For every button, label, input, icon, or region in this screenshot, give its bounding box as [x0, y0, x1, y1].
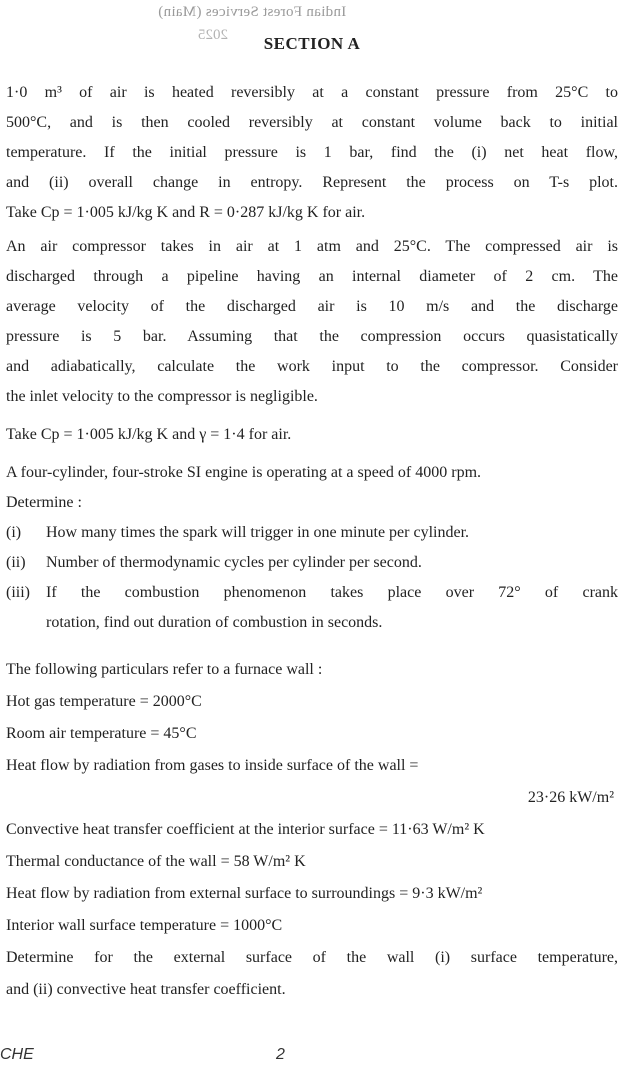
q1-line: and (ii) overall change in entropy. Represent the process on T-s plot.: [6, 174, 618, 191]
q1-line: Take Cp = 1·005 kJ/kg K and R = 0·287 kJ/kg K for air.: [6, 204, 366, 221]
question-2: [6, 232, 618, 450]
q2-line: discharged through a pipeline having an internal diameter of 2 cm. The: [6, 268, 618, 285]
section-title: SECTION A: [263, 34, 361, 53]
q2-line: and adiabatically, calculate the work input to the compressor. Consider: [6, 358, 618, 375]
q3-item-text: Number of thermodynamic cycles per cylinder per second.: [46, 554, 422, 571]
q3-item: [6, 578, 618, 638]
q4-particular: Heat flow by radiation from external surface to surroundings = 9·3 kW/m²: [6, 885, 483, 902]
q3-item-number: (ii): [6, 554, 26, 571]
q4-particular: Convective heat transfer coefficient at the interior surface = 11·63 W/m² K: [6, 821, 485, 838]
q2-constants: Take Cp = 1·005 kJ/kg K and γ = 1·4 for air.: [6, 426, 292, 443]
q3-item-text: If the combustion phenomenon takes place over 72° of crank: [46, 584, 618, 601]
q3-item-number: (i): [6, 524, 22, 541]
q1-line: temperature. If the initial pressure is 1 bar, find the (i) net heat flow,: [6, 144, 618, 161]
q4-determine: and (ii) convective heat transfer coefficient.: [6, 981, 286, 998]
q4-intro: The following particulars refer to a furnace wall :: [6, 661, 323, 678]
q4-determine: Determine for the external surface of the wall (i) surface temperature,: [6, 949, 618, 966]
q2-line: An air compressor takes in air at 1 atm and 25°C. The compressed air is: [6, 238, 618, 255]
question-3: [6, 458, 618, 638]
q1-line: 1·0 m³ of air is heated reversibly at a constant pressure from 25°C to: [6, 84, 618, 101]
q3-item: [6, 548, 618, 578]
q3-item-text: How many times the spark will trigger in one minute per cylinder.: [46, 524, 470, 541]
q1-line: 500°C, and is then cooled reversibly at constant volume back to initial: [6, 114, 618, 131]
q4-particular: Interior wall surface temperature = 1000°C: [6, 917, 283, 934]
question-4: [6, 655, 618, 1007]
q3-item-number: (iii): [6, 584, 30, 601]
q3-item-text: rotation, find out duration of combustion in seconds.: [46, 614, 383, 631]
page-number: 2: [276, 1046, 285, 1063]
bleed-through-text: Indian Forest Services (Main): [158, 4, 347, 20]
q3-intro: A four-cylinder, four-stroke SI engine is operating at a speed of 4000 rpm.: [6, 464, 482, 481]
q2-line: average velocity of the discharged air is 10 m/s and the discharge: [6, 298, 618, 315]
question-1: [6, 78, 618, 228]
q3-item: [6, 518, 618, 548]
q2-line: the inlet velocity to the compressor is negligible.: [6, 388, 318, 405]
q3-determine: Determine :: [6, 494, 82, 511]
q2-line: pressure is 5 bar. Assuming that the compression occurs quasistatically: [6, 328, 618, 345]
q4-particular: Thermal conductance of the wall = 58 W/m² K: [6, 853, 306, 870]
bleed-through-text-2: 2025: [198, 27, 228, 43]
q4-particular: Room air temperature = 45°C: [6, 725, 197, 742]
q4-particular: Hot gas temperature = 2000°C: [6, 693, 202, 710]
footer-code: CHE: [0, 1046, 34, 1063]
q4-particular: Heat flow by radiation from gases to inside surface of the wall =: [6, 757, 419, 774]
q4-particular-value: 23·26 kW/m²: [527, 789, 614, 806]
